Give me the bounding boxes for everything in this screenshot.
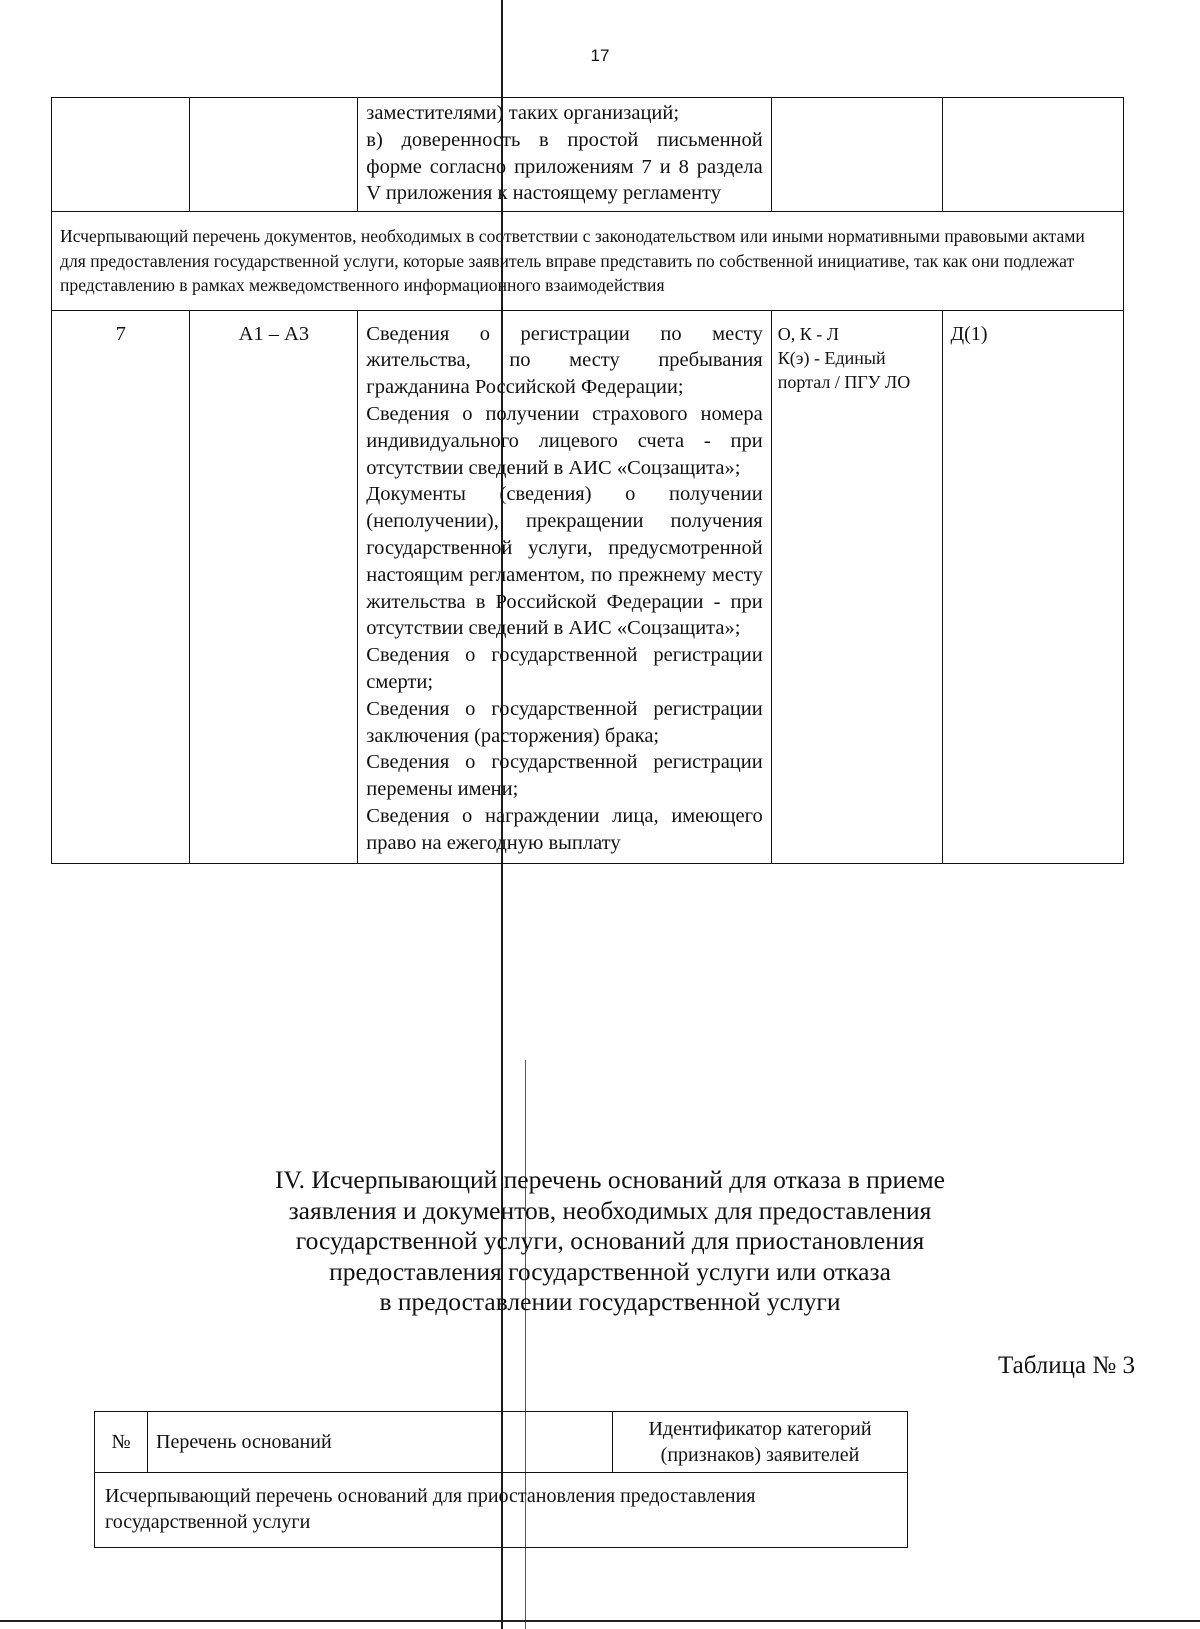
document-item: Сведения о регистрации по месту жительства, по месту пребывания гражданина Российской Федерации;	[366, 322, 763, 399]
header-reasons: Перечень оснований	[148, 1412, 613, 1473]
document-item: Сведения о награждении лица, имеющего право на ежегодную выплату	[366, 805, 763, 854]
document-item: Документы (сведения) о получении (неполучении), прекращении получения государственной услуги, предусмотренной настоящим регламентом, по прежнему месту жительства в Российской Федерации - при отсутствии сведений в АИС «Соцзащита»;	[366, 483, 763, 640]
refusal-reasons-table	[94, 1411, 908, 1548]
applicant-identifier: А1 – А3	[190, 310, 358, 863]
table-row-continuation	[52, 98, 1124, 212]
span-heading-text: Исчерпывающий перечень документов, необходимых в соответствии с законодательством или иными нормативными правовыми актами для предоставления государственной услуги, которые заявитель вправе представить по собственной инициативе, так как они подлежат представлению в рамках межведомственного информационного взаимодействия	[52, 212, 1124, 311]
documents-list	[358, 311, 770, 863]
header-identifier: Идентификатор категорий (признаков) заявителей	[613, 1412, 908, 1473]
table-row-span-heading	[52, 212, 1124, 311]
table-row-span-heading	[95, 1473, 908, 1548]
table-header-row	[95, 1412, 908, 1473]
continuation-text: заместителями) таких организаций; в) доверенность в простой письменной форме согласно приложениям 7 и 8 раздела V приложения к настоящему регламенту	[366, 102, 763, 205]
header-number: №	[95, 1412, 148, 1473]
documents-table	[51, 97, 1124, 864]
scan-edge-line	[0, 1620, 1200, 1622]
section-heading: IV. Исчерпывающий перечень оснований для отказа в приеме заявления и документов, необходимых для предоставления государственной услуги, оснований для приостановления предоставления государственной услуги или отказа в предоставлении государственной услуги	[275, 1165, 945, 1316]
table-caption: Таблица № 3	[997, 1352, 1135, 1379]
table-row-7	[52, 310, 1124, 863]
suspension-heading: Исчерпывающий перечень оснований для приостановления предоставления государственной услуги	[95, 1473, 908, 1548]
document-item: Сведения о государственной регистрации заключения (расторжения) брака;	[366, 697, 763, 747]
document-item: Сведения о получении страхового номера индивидуального лицевого счета - при отсутствии сведений в АИС «Соцзащита»;	[366, 403, 763, 479]
document-item: Сведения о государственной регистрации перемены имени;	[366, 751, 763, 801]
source-cell: О, К - Л К(э) - Единый портал / ПГУ ЛО	[771, 310, 942, 863]
result-code: Д(1)	[942, 310, 1123, 863]
document-item: Сведения о государственной регистрации смерти;	[366, 644, 763, 694]
page-number: 17	[590, 46, 610, 65]
row-number: 7	[52, 310, 190, 863]
